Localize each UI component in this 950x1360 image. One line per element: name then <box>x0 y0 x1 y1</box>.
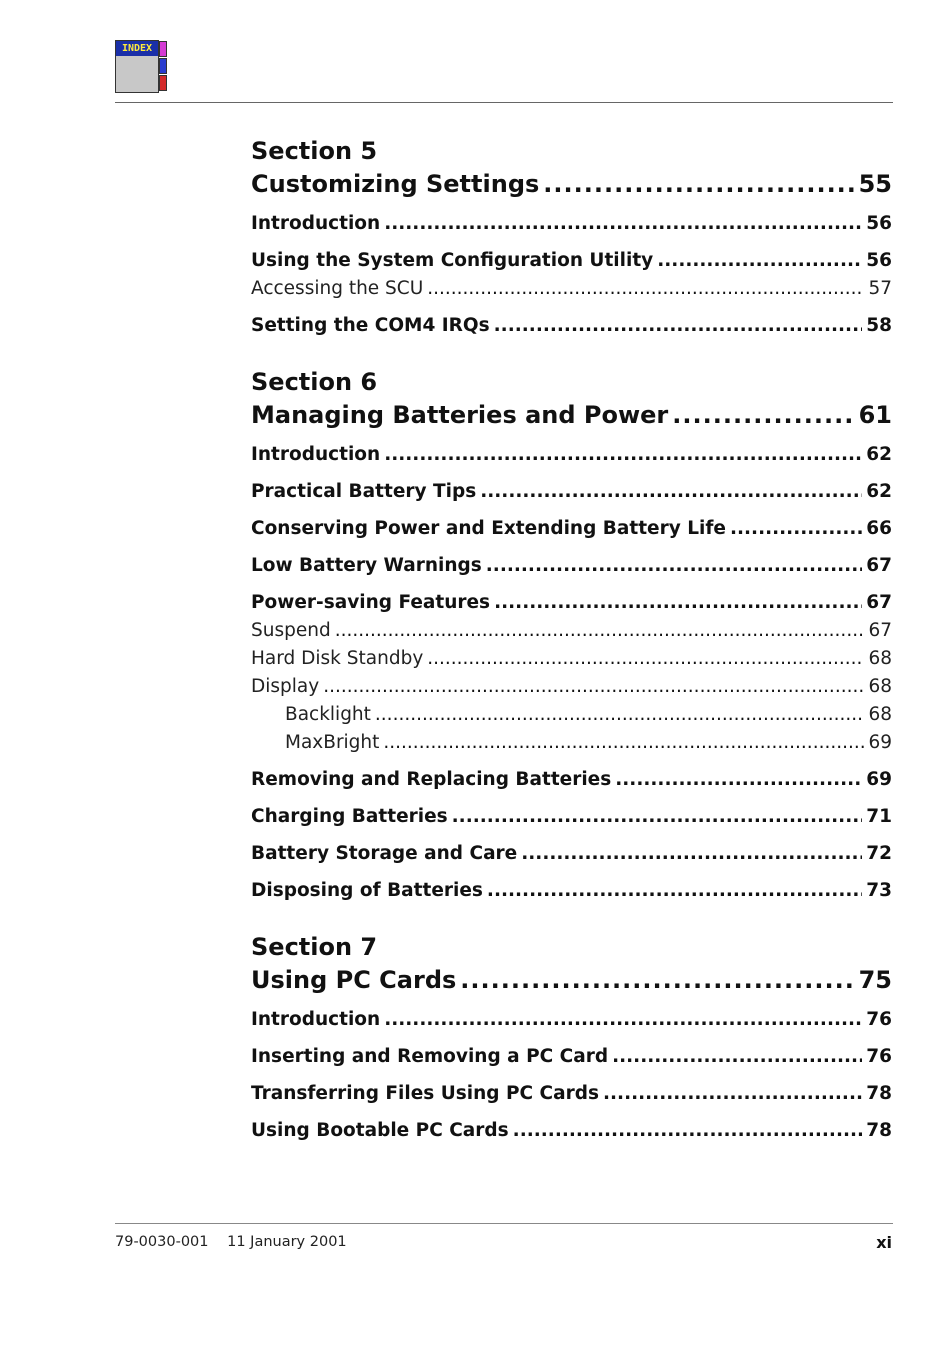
entry-page: 67 <box>866 592 892 613</box>
entry-title: Accessing the SCU <box>251 278 424 299</box>
dot-leader <box>494 589 862 617</box>
toc-entry[interactable] <box>251 515 892 543</box>
section-title-link[interactable] <box>251 167 892 201</box>
entry-title: Using Bootable PC Cards <box>251 1120 509 1141</box>
entry-title: Inserting and Removing a PC Card <box>251 1046 609 1067</box>
toc-entry[interactable] <box>251 1043 892 1071</box>
entry-page: 62 <box>866 444 892 465</box>
dot-leader <box>521 840 862 868</box>
entry-title: Battery Storage and Care <box>251 843 518 864</box>
section-title: Using PC Cards <box>251 966 457 994</box>
toc-entry[interactable] <box>251 478 892 506</box>
toc-entry[interactable] <box>251 877 892 905</box>
entry-page: 78 <box>866 1120 892 1141</box>
section-title: Customizing Settings <box>251 170 540 198</box>
dot-leader <box>335 617 865 645</box>
index-tab-red <box>159 75 167 91</box>
section-title-link[interactable] <box>251 398 892 432</box>
section-title-link[interactable] <box>251 963 892 997</box>
entry-page: 78 <box>866 1083 892 1104</box>
entry-title: Hard Disk Standby <box>251 648 424 669</box>
entry-page: 72 <box>866 843 892 864</box>
index-icon-label: INDEX <box>116 41 158 56</box>
dot-leader <box>375 701 865 729</box>
table-of-contents <box>251 135 892 1171</box>
dot-leader <box>487 877 862 905</box>
section-number: Section 6 <box>251 368 378 396</box>
toc-entry[interactable] <box>251 312 892 340</box>
toc-entry[interactable] <box>251 275 892 303</box>
toc-section <box>251 366 892 905</box>
toc-entry[interactable] <box>251 701 892 729</box>
entry-title: Transferring Files Using PC Cards <box>251 1083 599 1104</box>
index-icon-body <box>115 40 159 93</box>
entry-title: Disposing of Batteries <box>251 880 483 901</box>
section-title: Managing Batteries and Power <box>251 401 669 429</box>
dot-leader <box>513 1117 863 1145</box>
entry-title: Power-saving Features <box>251 592 491 613</box>
entry-page: 67 <box>866 555 892 576</box>
toc-entry[interactable] <box>251 1080 892 1108</box>
entry-page: 67 <box>868 620 892 641</box>
entry-title: Charging Batteries <box>251 806 448 827</box>
footer-doc-info <box>115 1234 347 1250</box>
page-number: xi <box>876 1233 892 1252</box>
toc-entry[interactable] <box>251 645 892 673</box>
entry-page: 57 <box>868 278 892 299</box>
entry-page: 66 <box>866 518 892 539</box>
dot-leader <box>730 515 862 543</box>
section-page: 55 <box>858 170 892 198</box>
entry-page: 62 <box>866 481 892 502</box>
entry-page: 69 <box>868 732 892 753</box>
toc-entry[interactable] <box>251 729 892 757</box>
dot-leader <box>384 210 862 238</box>
toc-entry[interactable] <box>251 617 892 645</box>
entry-title: Introduction <box>251 444 381 465</box>
entry-title: MaxBright <box>285 732 380 753</box>
section-number: Section 5 <box>251 137 378 165</box>
entry-title: Practical Battery Tips <box>251 481 477 502</box>
entry-page: 58 <box>866 315 892 336</box>
index-icon[interactable] <box>115 40 167 93</box>
toc-entry[interactable] <box>251 766 892 794</box>
toc-section <box>251 931 892 1145</box>
entry-title: Display <box>251 676 320 697</box>
entry-page: 73 <box>866 880 892 901</box>
toc-entry[interactable] <box>251 589 892 617</box>
dot-leader <box>452 803 863 831</box>
entry-title: Low Battery Warnings <box>251 555 482 576</box>
toc-entry[interactable] <box>251 1117 892 1145</box>
entry-page: 56 <box>866 250 892 271</box>
dot-leader <box>603 1080 862 1108</box>
dot-leader <box>543 167 854 201</box>
entry-title: Introduction <box>251 1009 381 1030</box>
entry-page: 76 <box>866 1046 892 1067</box>
toc-entry[interactable] <box>251 441 892 469</box>
section-page: 61 <box>858 401 892 429</box>
section-number: Section 7 <box>251 933 378 961</box>
entry-title: Using the System Configuration Utility <box>251 250 654 271</box>
index-tab-blue <box>159 58 167 74</box>
entry-title: Removing and Replacing Batteries <box>251 769 612 790</box>
header-rule <box>115 102 893 103</box>
footer-rule <box>115 1223 893 1224</box>
entry-title: Conserving Power and Extending Battery Life <box>251 518 726 539</box>
dot-leader <box>384 1006 862 1034</box>
toc-entry[interactable] <box>251 1006 892 1034</box>
dot-leader <box>427 645 864 673</box>
dot-leader <box>657 247 862 275</box>
toc-entry[interactable] <box>251 673 892 701</box>
entry-page: 68 <box>868 676 892 697</box>
dot-leader <box>383 729 864 757</box>
toc-entry[interactable] <box>251 840 892 868</box>
section-page: 75 <box>858 966 892 994</box>
entry-title: Setting the COM4 IRQs <box>251 315 490 336</box>
doc-number: 79-0030-001 <box>115 1234 209 1250</box>
entry-page: 69 <box>866 769 892 790</box>
toc-entry[interactable] <box>251 247 892 275</box>
dot-leader <box>486 552 862 580</box>
dot-leader <box>480 478 862 506</box>
entry-title: Backlight <box>285 704 371 725</box>
entry-page: 68 <box>868 648 892 669</box>
dot-leader <box>612 1043 862 1071</box>
entry-page: 68 <box>868 704 892 725</box>
toc-section <box>251 135 892 340</box>
entry-title: Introduction <box>251 213 381 234</box>
entry-page: 76 <box>866 1009 892 1030</box>
dot-leader <box>427 275 864 303</box>
entry-page: 71 <box>866 806 892 827</box>
entry-page: 56 <box>866 213 892 234</box>
toc-entry[interactable] <box>251 803 892 831</box>
dot-leader <box>672 398 854 432</box>
dot-leader <box>323 673 864 701</box>
doc-date: 11 January 2001 <box>227 1234 347 1250</box>
dot-leader <box>384 441 862 469</box>
dot-leader <box>494 312 863 340</box>
toc-entry[interactable] <box>251 552 892 580</box>
dot-leader <box>615 766 862 794</box>
toc-entry[interactable] <box>251 210 892 238</box>
index-tab-magenta <box>159 41 167 57</box>
entry-title: Suspend <box>251 620 331 641</box>
dot-leader <box>460 963 854 997</box>
